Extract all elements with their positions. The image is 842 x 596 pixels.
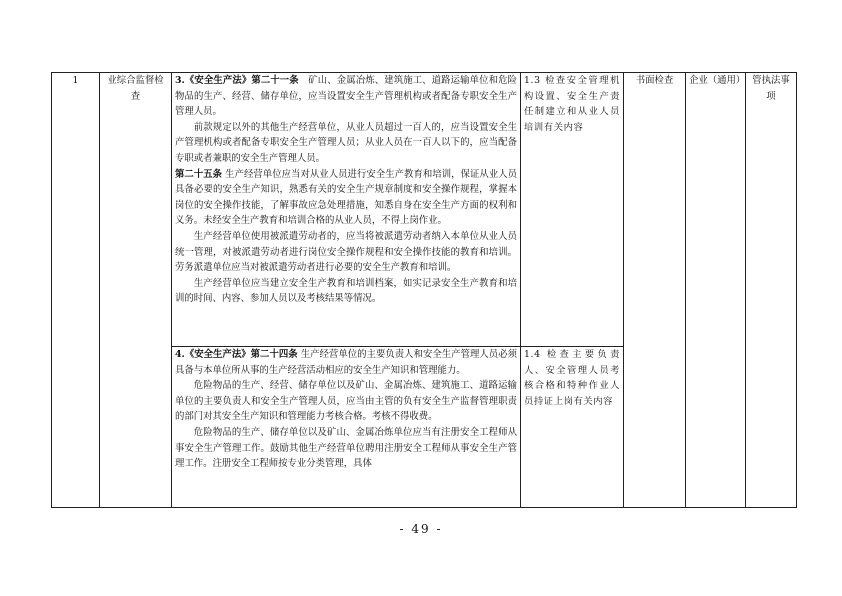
check-subject: 企业（通用） xyxy=(686,73,746,508)
law-paragraph xyxy=(175,73,517,120)
check-content-2: 1.4 检查主要负责人、安全管理人员考核合格和特种作业人员持证上岗有关内容 xyxy=(521,347,624,508)
law-paragraph: 危险物品的生产、经营、储存单位以及矿山、金属冶炼、建筑施工、道路运输单位的主要负责人和安全生产管理人员，应当由主管的负有安全生产监督管理职责的部门对其安全生产知识和管理能力考核合格。考核不得收费。 xyxy=(175,380,517,423)
law-paragraph: 生产经营单位应当建立安全生产教育和培训档案，如实记录安全生产教育和培训的时间、内容、参加人员以及考核结果等情况。 xyxy=(175,277,517,305)
article-heading: 第二十五条 xyxy=(175,168,223,180)
matter-type: 管执法事项 xyxy=(746,73,797,508)
table-row xyxy=(52,73,797,347)
row-category: 业综合监督检查 xyxy=(100,73,172,508)
inspection-table xyxy=(51,72,797,508)
law-paragraph: 生产经营单位使用被派遣劳动者的，应当将被派遣劳动者纳入本单位从业人员统一管理，对被派遣劳动者进行岗位安全操作规程和安全操作技能的教育和培训。劳务派遣单位应当对被派遣劳动者进行必要的安全生产教育和培训。 xyxy=(175,230,517,274)
law-paragraph: 前款规定以外的其他生产经营单位，从业人员超过一百人的，应当设置安全生产管理机构或者配备专职安全生产管理人员；从业人员在一百人以下的，应当配备专职或者兼职的安全生产管理人员。 xyxy=(175,121,517,164)
law-paragraph: 危险物品的生产、储存单位以及矿山、金属冶炼单位应当有注册安全工程师从事安全生产管理工作。鼓励其他生产经营单位聘用注册安全工程师从事安全生产管理工作。注册安全工程师按专业分类管理，具体 xyxy=(175,426,517,470)
check-method: 书面检查 xyxy=(624,73,686,508)
check-content-1: 1.3 检查安全管理机构设置、安全生产责任制建立和从业人员培训有关内容 xyxy=(521,73,624,347)
article-text: 矿山、金属冶炼、建筑施工、道路运输单位和危险物品的生产、经营、储存单位，应当设置安全生产管理机构或者配备专职安全生产管理人员。 xyxy=(175,75,517,118)
article-heading: 4.《安全生产法》第二十四条 xyxy=(175,349,298,360)
article-text: 生产经营单位应当对从业人员进行安全生产教育和培训，保证从业人员具备必要的安全生产知识，熟悉有关的安全生产规章制度和安全操作规程，掌握本岗位的安全操作技能，了解事故应急处理措施，知悉自身在安全生产方面的权利和义务。未经安全生产教育和培训合格的从业人员，不得上岗作业。 xyxy=(175,168,517,227)
row-number: 1 xyxy=(52,73,100,508)
article-text: 生产经营单位的主要负责人和安全生产管理人员必须具备与本单位所从事的生产经营活动相应的安全生产知识和管理能力。 xyxy=(175,349,517,376)
page-number: - 49 - xyxy=(399,522,443,536)
law-paragraph xyxy=(175,347,517,378)
law-cell-1 xyxy=(172,73,521,347)
law-paragraph xyxy=(175,167,517,229)
law-cell-2 xyxy=(172,347,521,508)
article-heading: 3.《安全生产法》第二十一条 xyxy=(175,75,299,86)
